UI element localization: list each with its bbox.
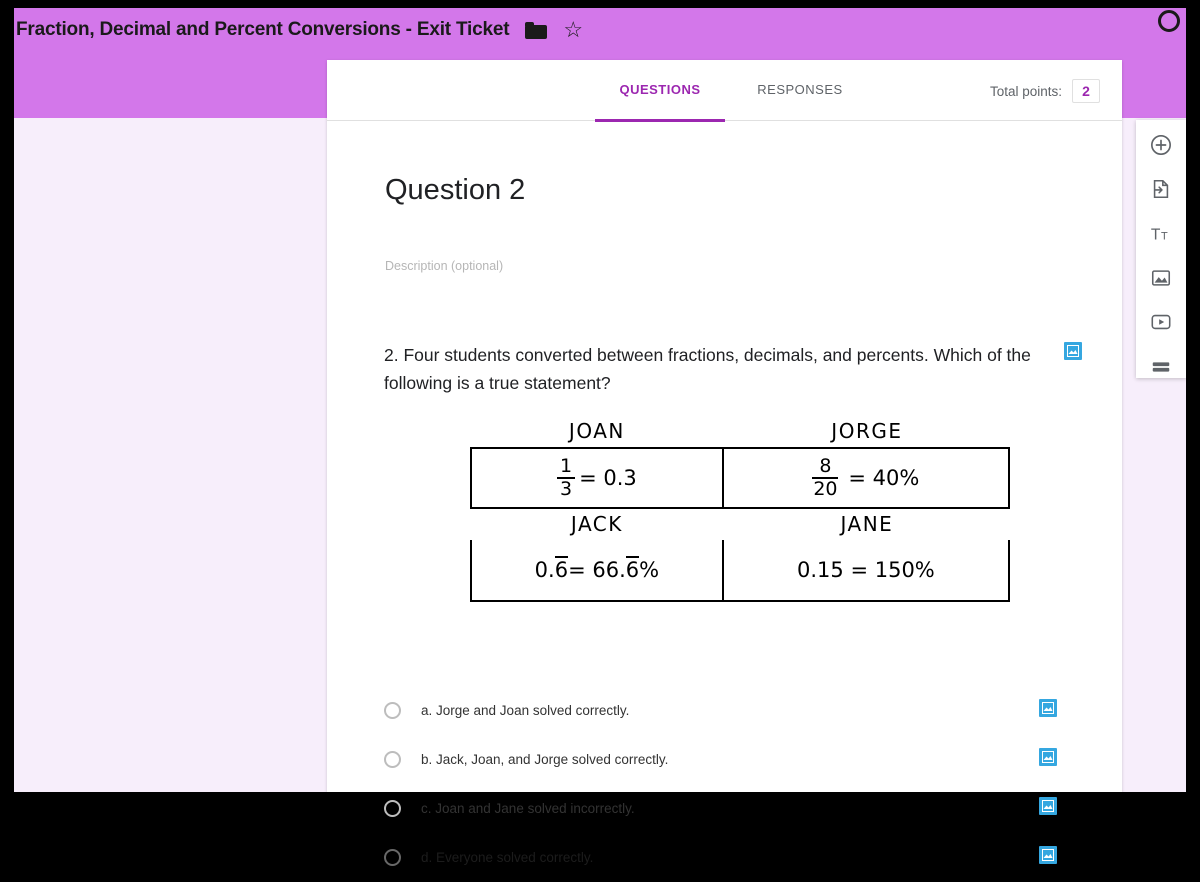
star-icon[interactable]: ☆	[563, 17, 584, 42]
add-video-icon[interactable]	[1149, 311, 1173, 333]
svg-text:T: T	[1161, 230, 1168, 243]
fraction-eight-twentieths	[812, 457, 838, 499]
fraction-numerator: 1	[560, 455, 573, 477]
add-image-icon[interactable]	[1149, 267, 1173, 289]
list-item[interactable]	[384, 784, 1084, 833]
list-item[interactable]	[384, 735, 1084, 784]
add-image-chip-option-b[interactable]	[1039, 748, 1057, 766]
title-row	[14, 8, 583, 52]
radio-icon[interactable]	[384, 702, 401, 719]
student-name-jorge: JORGE	[831, 419, 903, 443]
question-description-placeholder[interactable]: Description (optional)	[385, 259, 504, 273]
student-names-row-2	[470, 509, 1010, 540]
add-title-icon[interactable]	[1149, 223, 1173, 245]
answer-jorge	[724, 447, 1010, 509]
left-background-pane	[14, 118, 327, 792]
answer-jack-mid: = 66.	[568, 558, 626, 582]
answer-joan	[470, 447, 724, 509]
total-points-label: Total points:	[989, 83, 1062, 99]
student-name-jane: JANE	[840, 512, 894, 536]
radio-icon[interactable]	[384, 849, 401, 866]
option-label[interactable]: b. Jack, Joan, and Jorge solved correctly.	[421, 752, 669, 767]
app-root	[14, 8, 1186, 865]
repeating-bar-1: 6	[554, 558, 569, 582]
question-image[interactable]	[470, 416, 1010, 602]
page-title: Fraction, Decimal and Percent Conversions - Exit Ticket	[16, 19, 510, 40]
total-points	[990, 79, 1100, 103]
answer-jack-pre: 0.	[534, 558, 555, 582]
question-heading[interactable]: Question 2	[385, 174, 526, 206]
fraction-one-third	[557, 457, 575, 499]
student-answers-row-2	[470, 540, 1010, 602]
option-label[interactable]: c. Joan and Jane solved incorrectly.	[421, 801, 635, 816]
editor-toolbar	[1136, 120, 1186, 378]
add-image-chip-option-d[interactable]	[1039, 846, 1057, 864]
repeating-bar-2: 6	[625, 558, 640, 582]
answer-joan-equals: = 0.3	[579, 466, 637, 490]
add-image-chip-question[interactable]	[1064, 342, 1082, 360]
student-name-joan: JOAN	[568, 419, 625, 443]
student-answers-row-1	[470, 447, 1010, 509]
account-circle-icon[interactable]	[1158, 10, 1180, 32]
folder-icon[interactable]	[525, 22, 547, 39]
add-question-icon[interactable]	[1149, 134, 1173, 156]
import-questions-icon[interactable]	[1149, 178, 1173, 200]
student-names-row-1	[470, 416, 1010, 447]
list-item[interactable]	[384, 686, 1084, 735]
list-item[interactable]	[384, 833, 1084, 882]
radio-icon[interactable]	[384, 751, 401, 768]
add-section-icon[interactable]	[1149, 356, 1173, 378]
form-tabs	[327, 60, 1122, 121]
tab-questions[interactable]: QUESTIONS	[595, 60, 725, 122]
answer-jorge-equals: = 40%	[848, 466, 920, 490]
answer-jack	[470, 540, 724, 602]
option-label[interactable]: a. Jorge and Joan solved correctly.	[421, 703, 630, 718]
answer-jack-post: %	[639, 558, 660, 582]
total-points-value[interactable]: 2	[1072, 79, 1100, 103]
answer-jane: 0.15 = 150%	[724, 540, 1010, 602]
add-image-chip-option-c[interactable]	[1039, 797, 1057, 815]
add-image-chip-option-a[interactable]	[1039, 699, 1057, 717]
question-text[interactable]: 2. Four students converted between fractions, decimals, and percents. Which of the following is a true statement?	[384, 345, 1031, 393]
option-label[interactable]: d. Everyone solved correctly.	[421, 850, 594, 865]
form-card	[327, 60, 1122, 865]
fraction-denominator: 20	[813, 478, 838, 500]
fraction-numerator: 8	[819, 455, 832, 477]
fraction-denominator: 3	[560, 478, 573, 500]
svg-text:T: T	[1150, 226, 1161, 244]
radio-icon[interactable]	[384, 800, 401, 817]
answer-options	[384, 686, 1084, 882]
student-name-jack: JACK	[570, 512, 623, 536]
tab-responses[interactable]: RESPONSES	[757, 82, 843, 97]
